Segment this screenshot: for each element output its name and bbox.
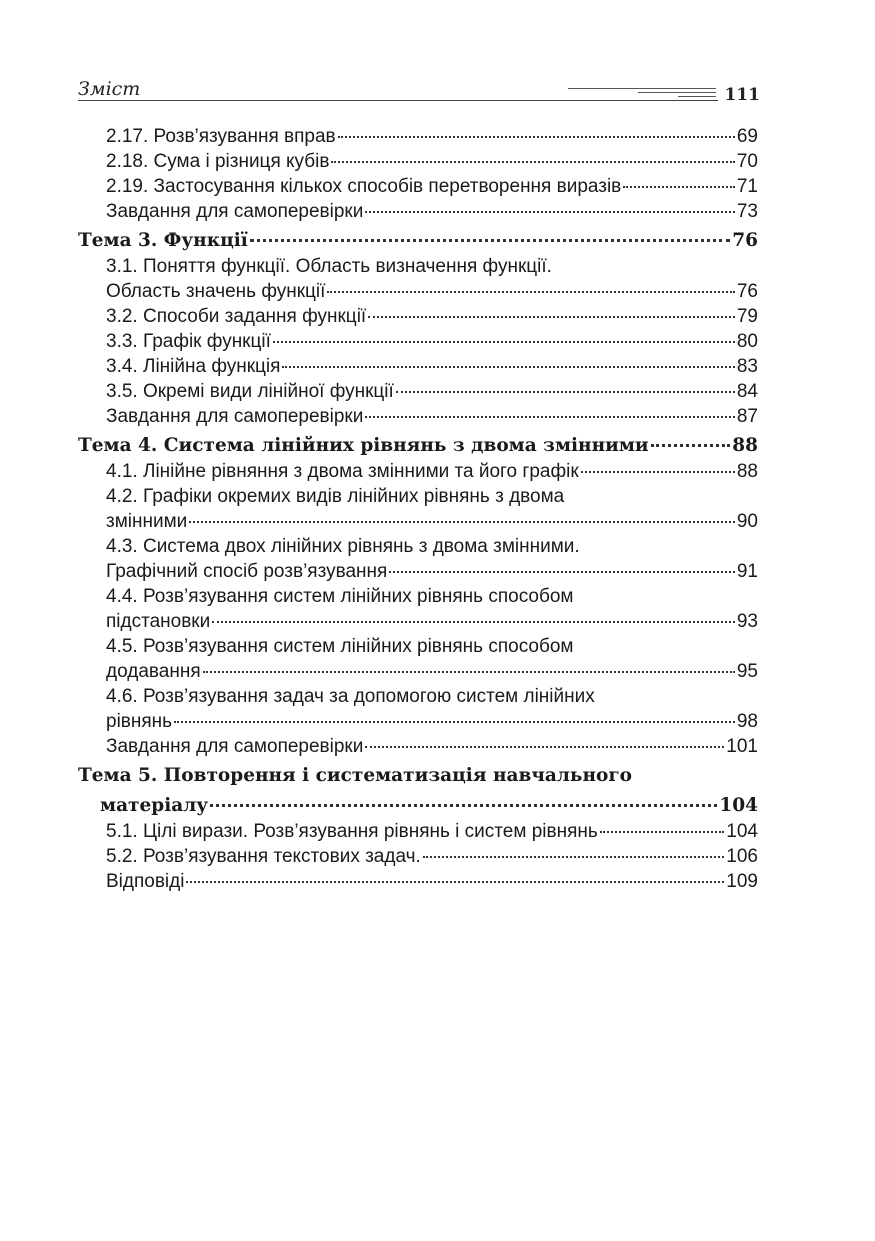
dot-leader bbox=[203, 671, 735, 673]
toc-entry-title: Відповіді bbox=[106, 871, 185, 892]
toc-entry bbox=[78, 584, 758, 609]
dot-leader bbox=[273, 341, 735, 343]
dot-leader bbox=[651, 444, 731, 447]
toc-entry-title: 5.2. Розв’язування текстових задач. bbox=[106, 846, 421, 867]
toc-entry bbox=[78, 734, 758, 759]
toc-entry-title: 4.6. Розв’язування задач за допомогою систем лінійних bbox=[106, 686, 595, 707]
toc-entry bbox=[78, 279, 758, 304]
toc-page-number: 98 bbox=[736, 711, 758, 732]
toc-entry bbox=[78, 304, 758, 329]
dot-leader bbox=[282, 366, 734, 368]
toc-entry bbox=[78, 844, 758, 869]
dot-leader bbox=[327, 291, 734, 293]
toc-entry-title: підстановки bbox=[106, 611, 211, 632]
toc-page-number: 91 bbox=[736, 561, 758, 582]
header-decor-line bbox=[678, 96, 716, 97]
toc-entry-title: 3.1. Поняття функції. Область визначення функції. bbox=[106, 256, 552, 277]
toc-page-number: 106 bbox=[726, 846, 758, 867]
toc-entry bbox=[78, 124, 758, 149]
toc-page-number: 104 bbox=[726, 821, 758, 842]
toc-topic-entry bbox=[78, 224, 758, 254]
dot-leader bbox=[600, 831, 725, 833]
toc-page-number: 104 bbox=[719, 795, 758, 816]
toc-entry bbox=[78, 869, 758, 894]
dot-leader bbox=[174, 721, 735, 723]
dot-leader bbox=[581, 471, 735, 473]
toc-entry bbox=[78, 509, 758, 534]
toc-entry-title: Завдання для самоперевірки bbox=[106, 736, 364, 757]
toc-entry-title: 4.1. Лінійне рівняння з двома змінними та його графік bbox=[106, 461, 579, 482]
toc-entry bbox=[78, 404, 758, 429]
toc-entry bbox=[78, 559, 758, 584]
dot-leader bbox=[365, 416, 734, 418]
toc-page-number: 80 bbox=[736, 331, 758, 352]
toc-entry-title: Графічний спосіб розв’язування bbox=[106, 561, 388, 582]
toc-entry-title: 2.17. Розв’язування вправ bbox=[106, 126, 336, 147]
toc-entry-title: змінними bbox=[106, 511, 188, 532]
toc-entry-title: 4.5. Розв’язування систем лінійних рівнянь способом bbox=[106, 636, 574, 657]
toc-entry-title: 3.2. Способи задання функції bbox=[106, 306, 367, 327]
dot-leader bbox=[396, 391, 735, 393]
header-rule bbox=[78, 100, 718, 101]
dot-leader bbox=[389, 571, 735, 573]
toc-entry bbox=[78, 254, 758, 279]
toc-entry-title: 3.5. Окремі види лінійної функції bbox=[106, 381, 394, 402]
toc-entry bbox=[78, 659, 758, 684]
toc-entry-title: 3.4. Лінійна функція bbox=[106, 356, 281, 377]
dot-leader bbox=[250, 239, 730, 242]
toc-entry-title: Область значень функції bbox=[106, 281, 326, 302]
dot-leader bbox=[338, 136, 735, 138]
running-title: Зміст bbox=[78, 78, 141, 100]
dot-leader bbox=[365, 746, 724, 748]
header-decor-line bbox=[568, 88, 716, 89]
toc-entry bbox=[78, 534, 758, 559]
toc-page-number: 73 bbox=[736, 201, 758, 222]
toc-page-number: 69 bbox=[736, 126, 758, 147]
toc-entry-title: Тема 4. Система лінійних рівнянь з двома змінними bbox=[78, 435, 649, 456]
toc-page-number: 76 bbox=[732, 230, 758, 251]
toc-entry-title: 4.3. Система двох лінійних рівнянь з двома змінними. bbox=[106, 536, 580, 557]
toc-topic-entry bbox=[78, 759, 758, 789]
toc-entry-title: 2.18. Сума і різниця кубів bbox=[106, 151, 330, 172]
dot-leader bbox=[189, 521, 735, 523]
toc-page-number: 76 bbox=[736, 281, 758, 302]
toc-entry bbox=[78, 174, 758, 199]
toc-page-number: 83 bbox=[736, 356, 758, 377]
toc-entry bbox=[78, 819, 758, 844]
toc-entry-title: 3.3. Графік функції bbox=[106, 331, 271, 352]
toc-page-number: 88 bbox=[732, 435, 758, 456]
dot-leader bbox=[623, 186, 735, 188]
dot-leader bbox=[331, 161, 734, 163]
toc-entry bbox=[78, 684, 758, 709]
toc-entry bbox=[78, 609, 758, 634]
toc-page-number: 79 bbox=[736, 306, 758, 327]
toc-entry bbox=[78, 379, 758, 404]
toc-entry bbox=[78, 149, 758, 174]
toc-entry bbox=[78, 354, 758, 379]
toc-entry-title: Тема 5. Повторення і систематизація навчального bbox=[78, 765, 633, 786]
toc-entry-title: додавання bbox=[106, 661, 201, 682]
toc-page-number: 88 bbox=[736, 461, 758, 482]
toc-entry-title: матеріалу bbox=[100, 795, 209, 816]
toc-entry bbox=[78, 484, 758, 509]
header-decor-line bbox=[638, 92, 716, 93]
toc-page-number: 109 bbox=[726, 871, 758, 892]
toc-page-number: 93 bbox=[736, 611, 758, 632]
toc-page-number: 90 bbox=[736, 511, 758, 532]
toc-page-number: 87 bbox=[736, 406, 758, 427]
toc-entry bbox=[78, 709, 758, 734]
toc-page-number: 95 bbox=[736, 661, 758, 682]
toc-entry-title: 2.19. Застосування кількох способів перетворення виразів bbox=[106, 176, 622, 197]
page-number: 111 bbox=[724, 85, 760, 105]
toc-entry-title: 4.4. Розв’язування систем лінійних рівнянь способом bbox=[106, 586, 574, 607]
toc-page-number: 101 bbox=[726, 736, 758, 757]
toc-entry bbox=[78, 199, 758, 224]
toc-entry-title: Завдання для самоперевірки bbox=[106, 406, 364, 427]
toc-topic-entry bbox=[78, 429, 758, 459]
dot-leader bbox=[212, 621, 735, 623]
dot-leader bbox=[368, 316, 735, 318]
toc-entry-title: Завдання для самоперевірки bbox=[106, 201, 364, 222]
toc-topic-entry bbox=[78, 789, 758, 819]
toc-entry bbox=[78, 459, 758, 484]
toc-entry-title: Тема 3. Функції bbox=[78, 230, 248, 251]
toc-entry-title: 4.2. Графіки окремих видів лінійних рівнянь з двома bbox=[106, 486, 565, 507]
toc-entry-title: рівнянь bbox=[106, 711, 173, 732]
page-header bbox=[78, 78, 760, 108]
toc-entry bbox=[78, 329, 758, 354]
dot-leader bbox=[423, 856, 725, 858]
toc-page-number: 84 bbox=[736, 381, 758, 402]
dot-leader bbox=[186, 881, 724, 883]
dot-leader bbox=[365, 211, 734, 213]
toc-page-number: 70 bbox=[736, 151, 758, 172]
toc-entry bbox=[78, 634, 758, 659]
toc-entry-title: 5.1. Цілі вирази. Розв’язування рівнянь і систем рівнянь bbox=[106, 821, 598, 842]
table-of-contents bbox=[78, 124, 758, 894]
dot-leader bbox=[210, 804, 717, 807]
toc-page-number: 71 bbox=[736, 176, 758, 197]
